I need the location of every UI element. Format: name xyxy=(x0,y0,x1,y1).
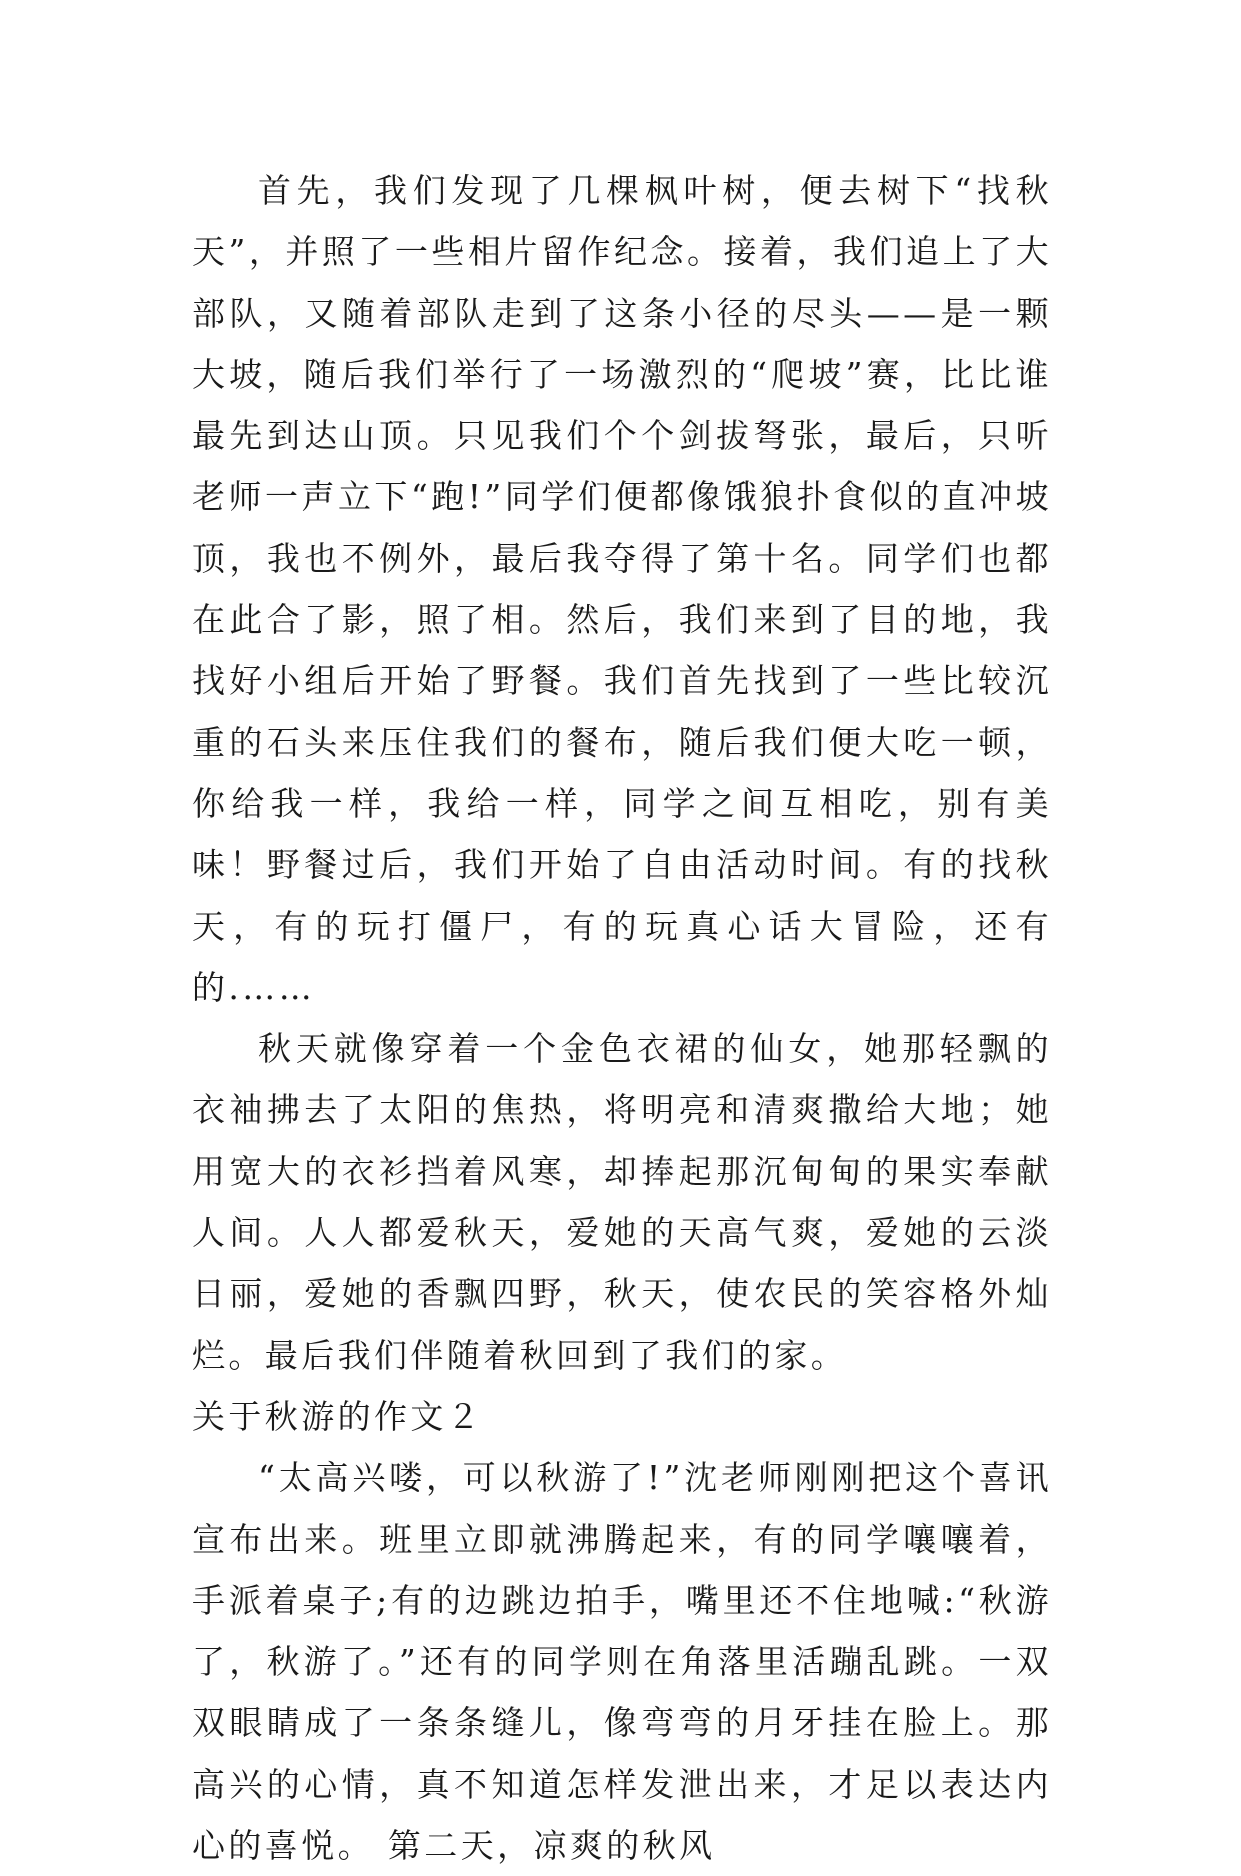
paragraph-autumn-fairy: 秋天就像穿着一个金色衣裙的仙女，她那轻飘的衣袖拂去了太阳的焦热，将明亮和清爽撒给大地；她用宽大的衣衫挡着风寒，却捧起那沉甸甸的果实奉献人间。人人都爱秋天，爱她的天高气爽，爱她的云淡日丽，爱她的香飘四野，秋天，使农民的笑容格外灿烂。最后我们伴随着秋回到了我们的家。 xyxy=(192,1029,1052,1375)
paragraph-announcement: “太高兴喽，可以秋游了!”沈老师刚刚把这个喜讯宣布出来。班里立即就沸腾起来，有的同学嚷嚷着，手派着桌子;有的边跳边拍手，嘴里还不住地喊:“秋游了，秋游了。”还有的同学则在角落里活蹦乱跳。一双双眼睛成了一条条缝儿，像弯弯的月牙挂在脸上。那高兴的心情，真不知道怎样发泄出来，才足以表达内心的喜悦。 第二天，凉爽的秋风 xyxy=(192,1458,1052,1866)
document-body xyxy=(192,160,1052,1876)
paragraph-autumn-outing-activities: 首先，我们发现了几棵枫叶树，便去树下“找秋天”，并照了一些相片留作纪念。接着，我们追上了大部队，又随着部队走到了这条小径的尽头——是一颗大坡，随后我们举行了一场激烈的“爬坡”赛，比比谁最先到达山顶。只见我们个个剑拔弩张，最后，只听老师一声立下“跑!”同学们便都像饿狼扑食似的直冲坡顶，我也不例外，最后我夺得了第十名。同学们也都在此合了影，照了相。然后，我们来到了目的地，我找好小组后开始了野餐。我们首先找到了一些比较沉重的石头来压住我们的餐布，随后我们便大吃一顿，你给我一样，我给一样，同学之间互相吃，别有美味！野餐过后，我们开始了自由活动时间。有的找秋天，有的玩打僵尸，有的玩真心话大冒险，还有的.…… xyxy=(192,171,1052,1007)
essay-heading: 关于秋游的作文２ xyxy=(192,1396,484,1436)
